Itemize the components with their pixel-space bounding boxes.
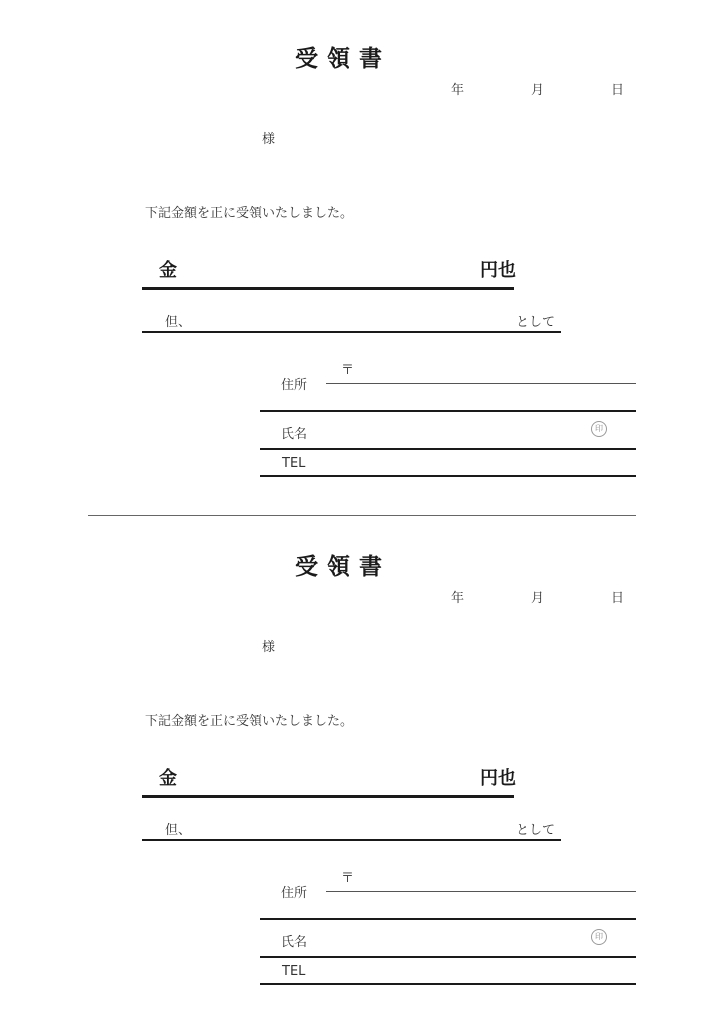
postal-mark: 〒	[341, 871, 355, 886]
purpose-underline	[142, 331, 561, 333]
address-underline	[326, 891, 636, 892]
amount-prefix: 金	[159, 260, 177, 281]
purpose-prefix: 但、	[165, 823, 192, 838]
recipient-honorific: 様	[262, 132, 276, 147]
tel-label: TEL	[282, 964, 306, 979]
name-row-top-rule	[260, 410, 636, 412]
date-month-label: 月	[531, 83, 545, 98]
purpose-suffix: として	[516, 315, 556, 330]
tel-label: TEL	[282, 456, 306, 471]
tel-row-top-rule	[260, 448, 636, 450]
receipt-form-1	[0, 0, 724, 508]
receipt-title: 受領書	[295, 554, 391, 580]
receipt-title: 受領書	[295, 46, 391, 72]
tel-row-top-rule	[260, 956, 636, 958]
purpose-underline	[142, 839, 561, 841]
seal-icon: 印	[591, 421, 607, 437]
date-day-label: 日	[611, 591, 625, 606]
address-underline	[326, 383, 636, 384]
purpose-suffix: として	[516, 823, 556, 838]
receipt-statement: 下記金額を正に受領いたしました。	[145, 206, 354, 221]
seal-icon: 印	[591, 929, 607, 945]
amount-underline	[142, 795, 514, 798]
amount-suffix: 円也	[480, 260, 516, 281]
amount-underline	[142, 287, 514, 290]
recipient-honorific: 様	[262, 640, 276, 655]
receipt-statement: 下記金額を正に受領いたしました。	[145, 714, 354, 729]
address-label: 住所	[281, 886, 308, 901]
receipt-form-2	[0, 508, 724, 1016]
amount-prefix: 金	[159, 768, 177, 789]
postal-mark: 〒	[341, 363, 355, 378]
date-day-label: 日	[611, 83, 625, 98]
tel-row-bottom-rule	[260, 983, 636, 985]
name-row-top-rule	[260, 918, 636, 920]
amount-suffix: 円也	[480, 768, 516, 789]
name-label: 氏名	[281, 427, 308, 442]
name-label: 氏名	[281, 935, 308, 950]
tel-row-bottom-rule	[260, 475, 636, 477]
date-year-label: 年	[451, 591, 465, 606]
purpose-prefix: 但、	[165, 315, 192, 330]
date-month-label: 月	[531, 591, 545, 606]
date-year-label: 年	[451, 83, 465, 98]
address-label: 住所	[281, 378, 308, 393]
